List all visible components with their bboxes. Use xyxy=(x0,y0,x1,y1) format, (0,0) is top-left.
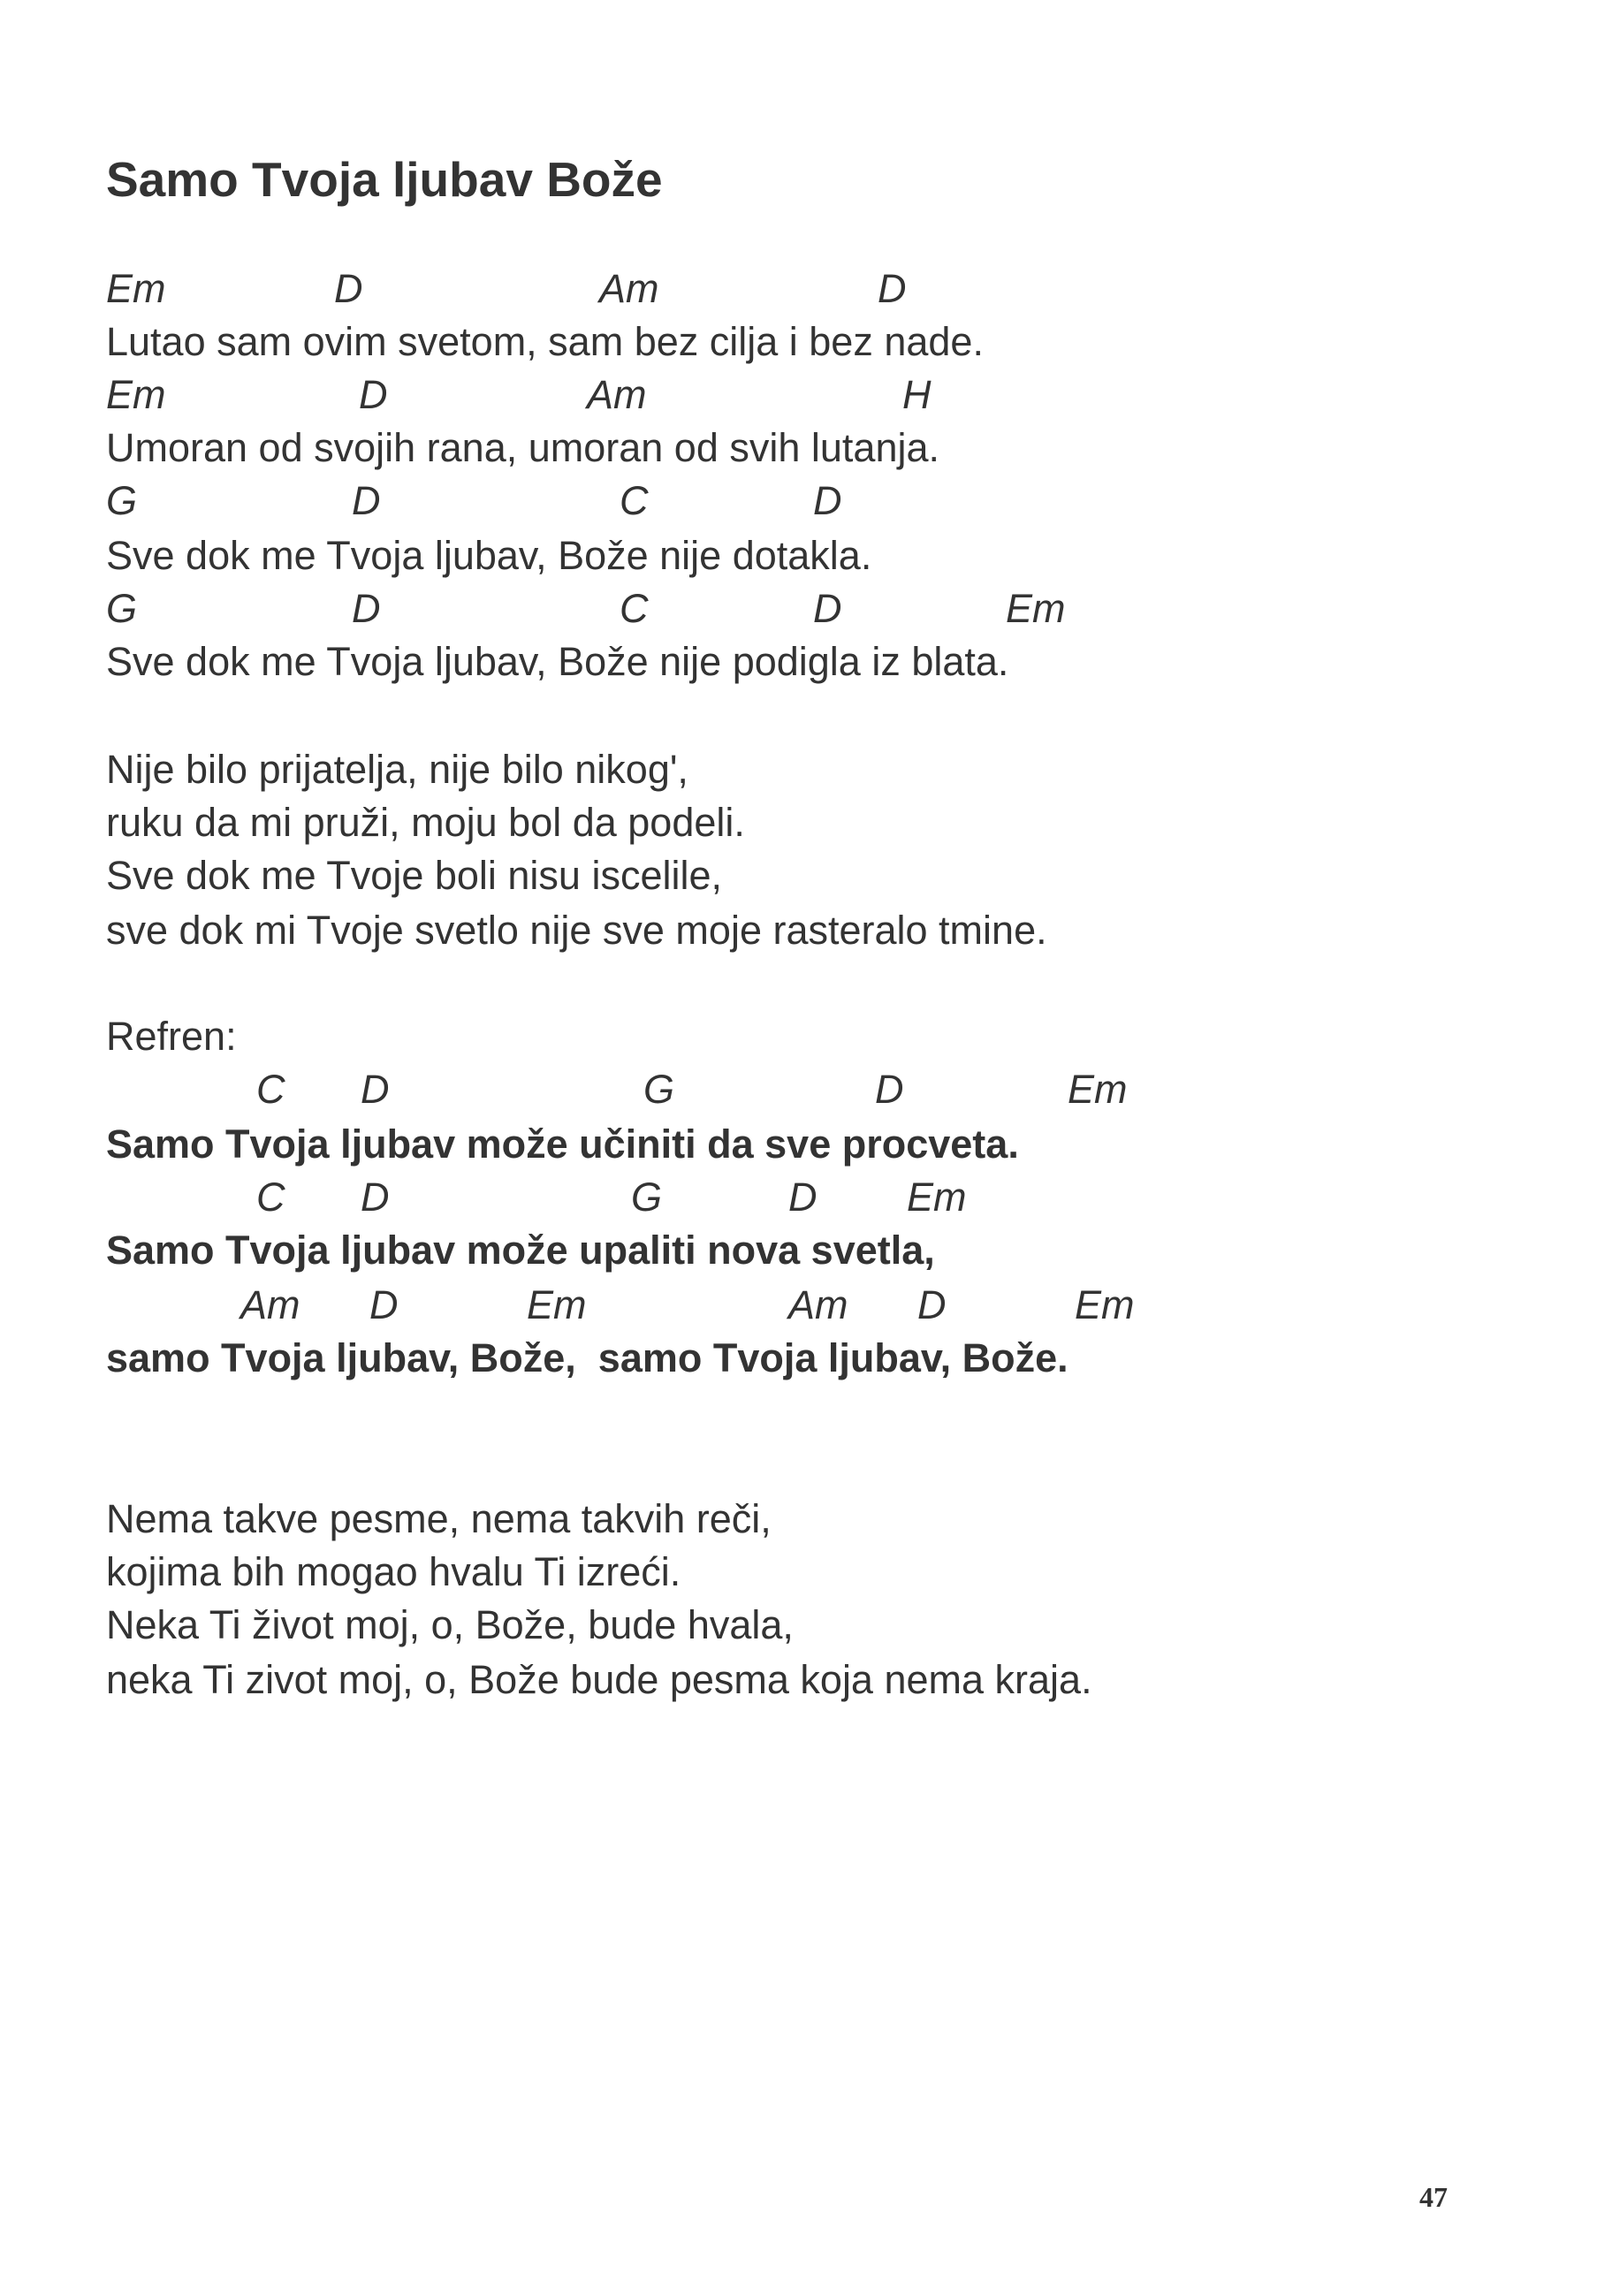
chord: H xyxy=(902,372,932,417)
chord: Am xyxy=(599,266,659,311)
lyric-line: Lutao sam ovim svetom, sam bez cilja i bez nade. xyxy=(106,319,984,364)
chord: D xyxy=(334,266,363,311)
chord: D xyxy=(878,266,907,311)
chord: Em xyxy=(106,372,166,417)
chord: C xyxy=(256,1067,285,1112)
chord: Am xyxy=(587,372,647,417)
chord: G xyxy=(106,478,138,523)
chord: D xyxy=(361,1175,390,1220)
chord: D xyxy=(917,1282,947,1327)
chord: Em xyxy=(1075,1282,1135,1327)
chord: Em xyxy=(1006,586,1066,631)
chord: Am xyxy=(240,1282,300,1327)
lyric-line: Sve dok me Tvoja ljubav, Bože nije dotakla. xyxy=(106,533,872,578)
chord: D xyxy=(875,1067,904,1112)
chord: C xyxy=(620,586,649,631)
lyric-line: sve dok mi Tvoje svetlo nije sve moje rasteralo tmine. xyxy=(106,908,1047,953)
chord: D xyxy=(359,372,388,417)
chord: D xyxy=(788,1175,818,1220)
lyric-line: Neka Ti život moj, o, Bože, bude hvala, xyxy=(106,1602,794,1647)
chord: D xyxy=(813,478,842,523)
page-number: 47 xyxy=(1419,2181,1448,2213)
lyric-line: Sve dok me Tvoja ljubav, Bože nije podigla iz blata. xyxy=(106,639,1009,684)
chord: Em xyxy=(1068,1067,1128,1112)
chord: G xyxy=(631,1175,663,1220)
lyric-line: Nema takve pesme, nema takvih reči, xyxy=(106,1496,772,1541)
chord: D xyxy=(352,586,381,631)
song-title: Samo Tvoja ljubav Bože xyxy=(106,152,663,207)
lyric-line: kojima bih mogao hvalu Ti izreći. xyxy=(106,1549,681,1594)
chord: D xyxy=(813,586,842,631)
chord: G xyxy=(643,1067,675,1112)
chord: Em xyxy=(527,1282,587,1327)
chord: Em xyxy=(907,1175,967,1220)
chord: D xyxy=(352,478,381,523)
chorus-line: samo Tvoja ljubav, Bože, samo Tvoja ljubav, Bože. xyxy=(106,1335,1068,1380)
lyric-line: Umoran od svojih rana, umoran od svih lutanja. xyxy=(106,425,940,470)
chorus-label: Refren: xyxy=(106,1014,237,1059)
chord: D xyxy=(361,1067,390,1112)
chorus-line: Samo Tvoja ljubav može upaliti nova svetla, xyxy=(106,1228,935,1273)
chord: C xyxy=(256,1175,285,1220)
chord: G xyxy=(106,586,138,631)
chorus-line: Samo Tvoja ljubav može učiniti da sve procveta. xyxy=(106,1121,1019,1167)
lyric-line: ruku da mi pruži, moju bol da podeli. xyxy=(106,800,745,845)
chord: Am xyxy=(788,1282,848,1327)
lyric-line: neka Ti zivot moj, o, Bože bude pesma koja nema kraja. xyxy=(106,1657,1092,1702)
lyric-line: Sve dok me Tvoje boli nisu iscelile, xyxy=(106,853,722,898)
lyric-line: Nije bilo prijatelja, nije bilo nikog', xyxy=(106,747,688,792)
chord: D xyxy=(369,1282,399,1327)
chord: C xyxy=(620,478,649,523)
chord: Em xyxy=(106,266,166,311)
